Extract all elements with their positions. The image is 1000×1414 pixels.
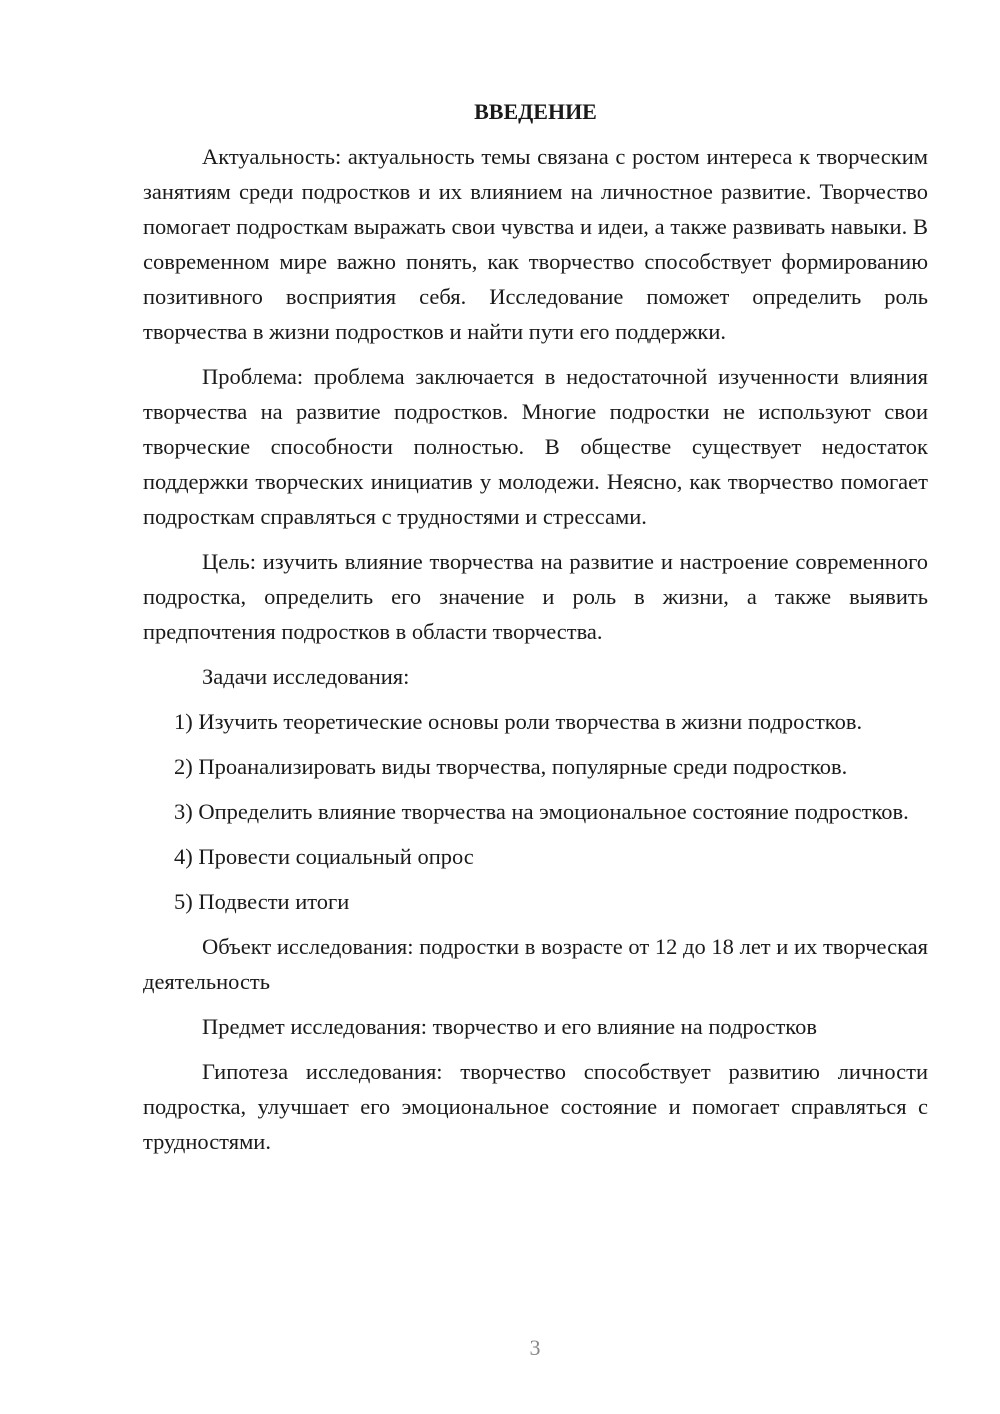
task-item: 1) Изучить теоретические основы роли творчества в жизни подростков. [174,709,863,734]
task-item: 4) Провести социальный опрос [174,844,474,869]
page-content [143,94,928,1169]
relevance-paragraph: Актуальность: актуальность темы связана с ростом интереса к творческим занятиям среди подростков и их влиянием на личностное развитие. Творчество помогает подросткам выражать свои чувства и идеи, а также развивать навыки. В современном мире важно понять, как творчество способствует формированию позитивного восприятия себя. Исследование поможет определить роль творчества в жизни подростков и найти пути его поддержки. [143,144,928,344]
section-title: ВВЕДЕНИЕ [474,99,597,124]
tasks-heading: Задачи исследования: [202,664,410,689]
task-item: 5) Подвести итоги [174,889,350,914]
hypothesis-paragraph: Гипотеза исследования: творчество способствует развитию личности подростка, улучшает его эмоциональное состояние и помогает справляться с трудностями. [143,1059,928,1154]
goal-paragraph: Цель: изучить влияние творчества на развитие и настроение современного подростка, определить его значение и роль в жизни, а также выявить предпочтения подростков в области творчества. [143,549,928,644]
object-paragraph: Объект исследования: подростки в возрасте от 12 до 18 лет и их творческая деятельность [143,934,928,994]
subject-paragraph: Предмет исследования: творчество и его влияние на подростков [202,1014,817,1039]
task-item: 2) Проанализировать виды творчества, популярные среди подростков. [174,754,848,779]
task-item: 3) Определить влияние творчества на эмоциональное состояние подростков. [174,799,909,824]
page-number: 3 [529,1335,541,1360]
problem-paragraph: Проблема: проблема заключается в недостаточной изученности влияния творчества на развитие подростков. Многие подростки не используют свои творческие способности полностью. В обществе существует недостаток поддержки творческих инициатив у молодежи. Неясно, как творчество помогает подросткам справляться с трудностями и стрессами. [143,364,928,529]
